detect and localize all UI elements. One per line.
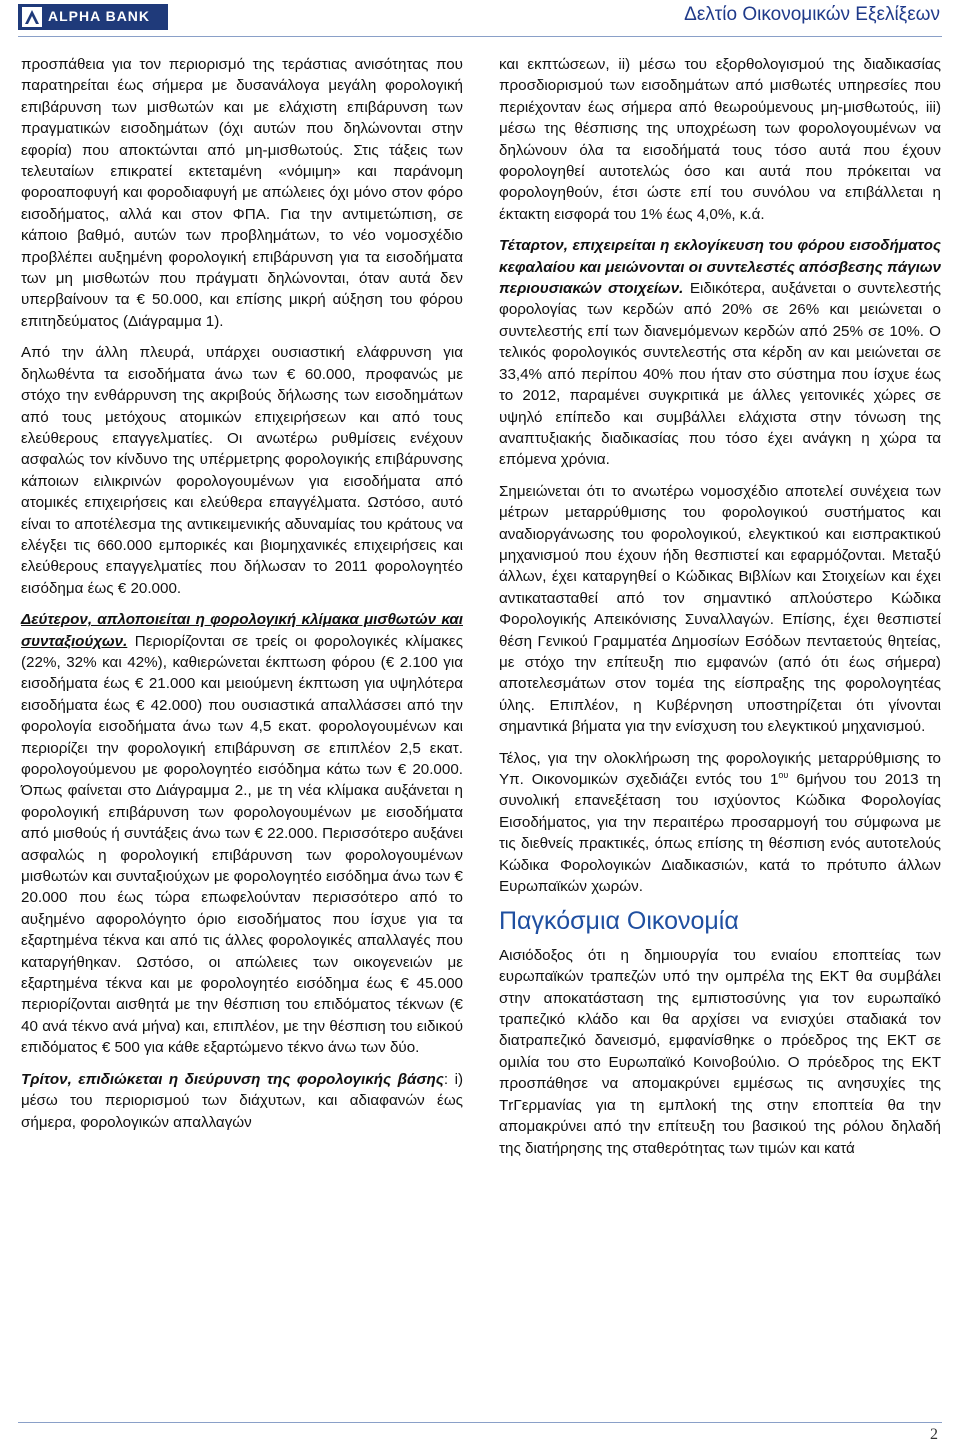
section-heading-global-economy: Παγκόσμια Οικονομία	[499, 907, 739, 936]
right-paragraph-1: και εκπτώσεων, ii) μέσω του εξορθολογισμού της διαδικασίας προσδιορισμού των εισοδημάτων από μισθωτές υπηρεσίες που περιέχονταν έως σήμερα από θεωρούμενους μη-μισθωτούς, iii) μέσω της θέσπισης της υποχρέωση των φορολογουμένων να δηλώνουν όλα τα εισοδήματά τους τόσο αυτά που έχουν φορολογηθεί αυτοτελώς όσο και αυτά που πρόκειται να φορολογηθούν, έτσι ώστε επί του συνόλου να επιβάλλεται η έκτακτη εισφορά του 1% έως 4,0%, κ.ά.	[499, 56, 941, 223]
right-paragraph-4	[499, 748, 941, 898]
fourth-point-body: Ειδικότερα, αυξάνεται ο συντελεστής φορολογίας των κερδών από 20% σε 26% και μειώνεται ο συντελεστής επί των διανεμόμενων κερδών από 25% σε 10%. Ο τελικός φορολογικός συντελεστής στα κέρδη αν και μειώνεται σε 33,4% από περίπου 40% που ήταν στο σύστημα που ίσχυε έως το 2012, παραμένει συγκριτικά με άλλες γειτονικές χώρες σε υψηλό επίπεδο και συμβάλλει ελάχιστα στην τόνωση της αναπτυξιακής διαδικασίας που τόσο έχει ανάγκη η χώρα τα επόμενα χρόνια.	[499, 280, 941, 469]
ordinal-superscript: ου	[778, 769, 789, 780]
right-paragraph-5: Αισιόδοξος ότι η δημιουργία του ενιαίου εποπτείας των ευρωπαϊκών τραπεζών υπό την ομπρέλα της ΕΚΤ θα συμβάλει στην αποκατάσταση της εμπιστοσύνης για τον ευρωπαϊκό τραπεζικό κλάδο και θα αρχίσει να ενισχύει σταδιακά τον διατραπεζικό δανεισμό, εμφανίσθηκε ο πρόεδρος της ΕΚΤ σε ομιλία του στο Ευρωπαϊκό Κοινοβούλιο. Ο πρόεδρος της ΕΚΤ προσπάθησε να απομακρύνει εμμέσως τις ανησυχίες της ΤrΓερμανίας για τη εμπλοκή της στην εποπτεία θα την απομακρύνει από την επίτευξη του βασικού της ρόλου δηλαδή της διατήρησης της σταθερότητας των τιμών και κατά	[499, 946, 941, 1157]
left-paragraph-3	[21, 609, 463, 1059]
bulletin-title: Δελτίο Οικονομικών Εξελίξεων	[684, 4, 940, 25]
left-paragraph-4	[21, 1069, 463, 1133]
left-column	[21, 54, 463, 1143]
bank-logo	[18, 4, 168, 30]
alpha-logo-icon	[22, 7, 42, 27]
page-header	[0, 0, 960, 34]
page-number: 2	[930, 1426, 938, 1443]
finally-text-a: Τέλος, για την ολοκλήρωση της φορολογικής μεταρρύθμισης το Υπ. Οικονομικών σχεδιάζει εντός του 1	[499, 749, 941, 788]
second-point-heading: Δεύτερον, απλοποιείται η φορολογική κλίμακα μισθωτών και συνταξιούχων.	[21, 611, 463, 650]
right-column	[499, 54, 941, 1169]
right-paragraph-3: Σημειώνεται ότι το ανωτέρω νομοσχέδιο αποτελεί συνέχεια των μέτρων μεταρρύθμισης του φορολογικού συστήματος και αναδιοργάνωσης του φορολογικού, ελεγκτικού και εισπρακτικού μηχανισμού που έχουν ήδη θεσπιστεί και εφαρμόζονται. Μεταξύ άλλων, έχει καταργηθεί ο Κώδικας Βιβλίων και Στοιχείων και έχει αντικατασταθεί από τον σημαντικό απλούστερο Κώδικα Φορολογικής Απεικόνισης Συναλλαγών. Επίσης, έχει θεσπιστεί θέση Γενικού Γραμματέα Δημοσίων Εσόδων πενταετούς θητείας, με στόχο την επίτευξη πιο εμφανών (από ότι έως σήμερα) αποτελεσμάτων στον τομέα της είσπραξης της φορολογητέας ύλης. Επιπλέον, η Κυβέρνηση υποστηρίζεται ότι γίνονται σημαντικά βήματα για την ενίσχυση του ελεγκτικού μηχανισμού.	[499, 482, 941, 736]
right-paragraph-2	[499, 235, 941, 470]
fourth-point-heading: Τέταρτον, επιχειρείται η εκλογίκευση του φόρου εισοδήματος κεφαλαίου και μειώνονται οι συντελεστές απόσβεσης πάγιων περιουσιακών στοιχείων.	[499, 237, 941, 298]
footer-divider	[18, 1422, 942, 1423]
third-point-body: : i) μέσω του περιορισμού των διάχυτων, και αδιαφανών έως σήμερα, φορολογικών απαλλαγών	[21, 1070, 463, 1131]
left-paragraph-1: προσπάθεια για τον περιορισμό της τεράστιας ανισότητας που παρατηρείται έως σήμερα με δυσανάλογα μεγάλη φορολογική επιβάρυνση των μισθωτών και με ελάχιστη επιβάρυνση των πραγματικών εισοδημάτων (όχι αυτών που δηλώνονται στην εφορία) που αποκτώνται από μη-μισθωτούς. Στις τάξεις των τελευταίων επικρατεί εκτεταμένη «νόμιμη» και παράνομη φοροαποφυγή και φοροδιαφυγή με απώλειες όχι μόνο στον φόρο εισοδήματος, αλλά και στον ΦΠΑ. Για την αντιμετώπιση, σε κάποιο βαθμό, αυτών των προβλημάτων, το νέο νομοσχέδιο προβλέπει αυξημένη φορολογική επιβάρυνση για τα εισοδήματα των μη μισθωτών που πράγματι δηλώνονται, όταν αυτά δεν υπερβαίνουν τα € 50.000, και επίσης μικρή αύξηση του φόρου επιτηδεύματος (Διάγραμμα 1).	[21, 56, 463, 330]
finally-text-b: 6μήνου του 2013 τη συνολική επανεξέταση του ισχύοντος Κώδικα Φορολογίας Εισοδήματος, για την περαιτέρω προσαρμογή του σύμφωνα με τις διεθνείς πρακτικές, όπως επίσης τη θέσπιση ενός αυτοτελούς Κώδικα Φορολογικών Διαδικασιών, κατά το πρότυπο άλλων Ευρωπαϊκών χωρών.	[499, 771, 941, 896]
third-point-heading: Τρίτον, επιδιώκεται η διεύρυνση της φορολογικής βάσης	[21, 1070, 444, 1088]
logo-text: ALPHA BANK	[48, 8, 151, 24]
header-divider	[18, 36, 942, 37]
second-point-body: Περιορίζονται σε τρείς οι φορολογικές κλίμακες (22%, 32% και 42%), καθιερώνεται έκπτωση φόρου (€ 2.100 για εισοδήματα έως € 21.000 και μειούμενη έκπτωση για υψηλότερα εισοδήματα έως € 42.000) που ουσιαστικά απαλλάσσει από την φορολογία εισοδήματα άνω των 4,5 εκατ. φορολογουμένων και περιορίζει την φορολογική επιβάρυνση σε επιπλέον 2,5 εκατ. φορολογούμενου με φορολογητέο εισόδημα κάτω των € 20.000. Όπως φαίνεται στο Διάγραμμα 2., με τη νέα κλίμακα αυξάνεται η φορολογική επιβάρυνση των φορολογουμένων με εισοδήματα από μισθούς ή συντάξεις άνω των € 22.000. Περισσότερο αυξάνει ασφαλώς η φορολογική επιβάρυνση των φορολογουμένων μισθωτών και συνταξιούχων με φορολογητέο εισόδημα άνω των € 20.000 που έως τώρα επωφελούνταν περισσότερο από το αυξημένο αφορολόγητο όριο εισοδήματος που ίσχυε για τα εξαρτημένα τέκνα και από τις άλλες φορολογικές απαλλαγές που καταργήθηκαν. Ωστόσο, οι απώλειες των οικογενειών με εξαρτημένα τέκνα και με φορολογητέο εισόδημα έως € 45.000 περιορίζονται αισθητά με την θέσπιση του επιδόματος τέκνων (€ 40 ανά τέκνο ανά μήνα) και, επιπλέον, με την θέσπιση του ειδικού επιδόματος € 500 για κάθε εξαρτώμενο τέκνο άνω των δύο.	[21, 632, 463, 1057]
left-paragraph-2: Από την άλλη πλευρά, υπάρχει ουσιαστική ελάφρυνση για δηλωθέντα τα εισοδήματα άνω των € 60.000, προφανώς με στόχο την ενθάρρυνση της ακριβούς δήλωσης των εισοδημάτων από τους μετόχους ατομικών επιχειρήσεων και από τους ελεύθερους επαγγελματίες. Οι ανωτέρω ρυθμίσεις ενέχουν ασφαλώς τον κίνδυνο της υπέρμετρης φορολογικής επιβάρυνσης κάποιων ειλικρινών φορολογουμένων για εισοδήματα από ατομικές επιχειρήσεις και ελεύθερα επαγγέλματα. Ωστόσο, αυτό είναι το αποτέλεσμα της αντικειμενικής αδυναμίας του κράτους να ελέγξει τις 660.000 εμπορικές και βιομηχανικές επιχειρήσεις και ελεύθερους επαγγελματίες που δήλωσαν το 2011 φορολογητέο εισόδημα έως € 20.000.	[21, 344, 463, 597]
